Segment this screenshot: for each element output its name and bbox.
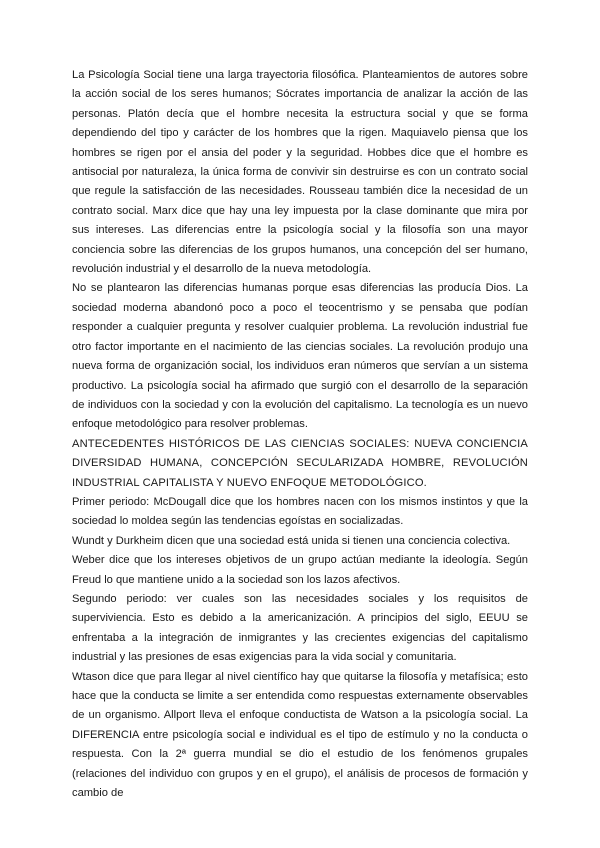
paragraph-second-period: Segundo periodo: ver cuales son las necesidades sociales y los requisitos de superviviencia. Esto es debido a la americanización. A principios del siglo, EEUU se enfrentaba a la integración de inmigrantes y las crecientes exigencias del capitalismo industrial y las presiones de esas exigencias para la vida social y comunitaria. [72,592,528,664]
paragraph-weber-freud: Weber dice que los intereses objetivos de un grupo actúan mediante la ideología. Según Freud lo que mantiene unido a la sociedad son los lazos afectivos. [72,554,528,586]
paragraph-philosophical-history: La Psicología Social tiene una larga trayectoria filosófica. Planteamientos de autores sobre la acción social de los seres humanos; Sócrates importancia de analizar la acción de las personas. Platón decía que el hombre necesita la estructura social y que se forma dependiendo del tipo y carácter de los hombres que la rigen. Maquiavelo piensa que los hombres se rigen por el ansia del poder y la seguridad. Hobbes dice que el hombre es antisocial por naturaleza, la única forma de convivir sin destruirse es con un contrato social que regule la satisfacción de las necesidades. Rousseau también dice la necesidad de un contrato social. Marx dice que hay una ley impuesta por la clase dominante que mira por sus intereses. Las diferencias entre la psicología social y la filosofía son una mayor conciencia sobre las diferencias de los grupos humanos, una concepción del ser humano, revolución industrial y el desarrollo de la nueva metodología. [72,69,528,276]
paragraph-first-period: Primer periodo: McDougall dice que los hombres nacen con los mismos instintos y que la sociedad lo moldea según las tendencias egoístas en socializadas. [72,495,528,528]
paragraph-wundt-durkheim: Wundt y Durkheim dicen que una sociedad está unida si tienen una conciencia colectiva. [72,534,511,547]
paragraph-watson-allport: Wtason dice que para llegar al nivel científico hay que quitarse la filosofía y metafísica; esto hace que la conducta se limite a ser entendida como respuestas externamente observables de un organismo. Allport lleva el enfoque conductista de Watson a la psicología social. La DIFERENCIA entre psicología social e individual es el tipo de estímulo y no la conducta o respuesta. Con la 2ª guerra mundial se dio el estudio de los fenómenos grupales (relaciones del individuo con grupos y en el grupo), el análisis de procesos de formación y cambio de [72,670,528,800]
document-body [72,66,528,803]
section-heading-historical-background: ANTECEDENTES HISTÓRICOS DE LAS CIENCIAS SOCIALES: NUEVA CONCIENCIA DIVERSIDAD HUMANA, CONCEPCIÓN SECULARIZADA HOMBRE, REVOLUCIÓN INDUSTRIAL CAPITALISTA Y NUEVO ENFOQUE METODOLÓGICO. [72,437,528,489]
paragraph-social-sciences-birth: No se plantearon las diferencias humanas porque esas diferencias las producía Dios. La sociedad moderna abandonó poco a poco el teocentrismo y se pensaba que podían responder a cualquier pregunta y resolver cualquier problema. La revolución industrial fue otro factor importante en el nacimiento de las ciencias sociales. La revolución produjo una nueva forma de organización social, los individuos eran números que servían a un sistema productivo. La psicología social ha afirmado que surgió con el desarrollo de la separación de individuos con la sociedad y con la evolución del capitalismo. La tecnología es un nuevo enfoque metodológico para resolver problemas. [72,282,528,431]
